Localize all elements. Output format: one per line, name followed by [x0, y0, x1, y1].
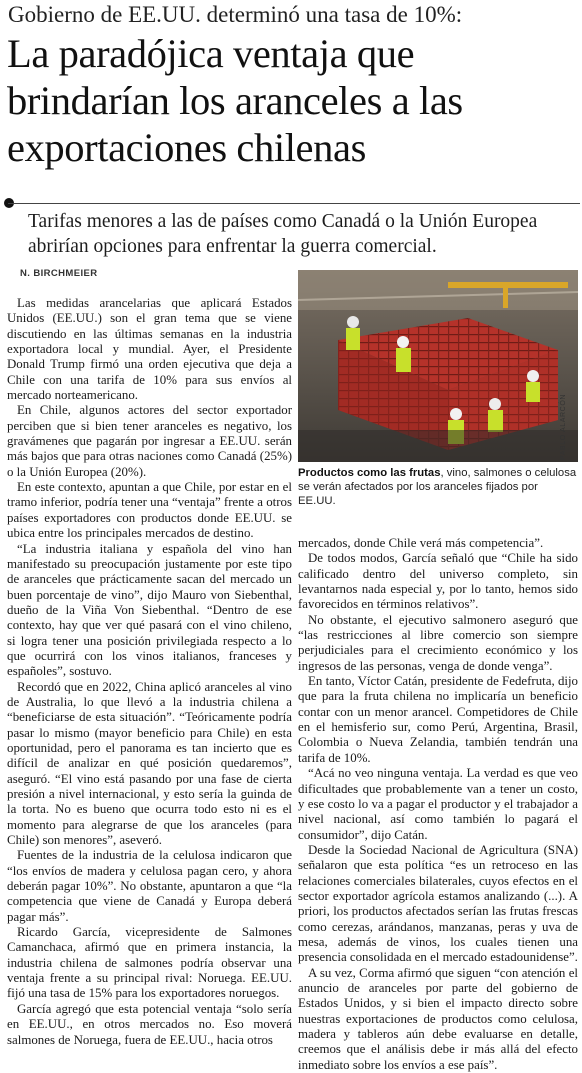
paragraph: García agregó que esta potencial ventaja “solo sería en EE.UU., en otros mercados no. Eso moverá salmones de Noruega, fuera de EE.UU., hacia otros	[7, 1001, 292, 1047]
paragraph: Desde la Sociedad Nacional de Agricultura (SNA) señalaron que esta política “es un retroceso en las relaciones comerciales bilaterales, cuyos efectos en el sector exportador agrícola estamos analizando (...). A priori, los productos afectados serían las frutas frescas como cerezas, arándanos, manzanas, peras y uva de mesa, además de vinos, los cuales tienen una presencia consolidada en el mercado estadounidense”.	[298, 842, 578, 965]
article-photo	[298, 270, 578, 462]
photo-credit: PABLO ALARCÓN	[560, 393, 567, 460]
paragraph: En Chile, algunos actores del sector exportador perciben que si bien tener aranceles es negativo, los gravámenes que pagarán por ingresar a EE.UU. serán más bajos que para otras naciones como Canadá (25%) o la Unión Europea (20%).	[7, 403, 292, 479]
body-column-2	[298, 536, 578, 1072]
byline: N. BIRCHMEIER	[20, 268, 98, 279]
paragraph: De todos modos, García señaló que “Chile ha sido calificado dentro del universo completo, sin levantarnos nada especial y, por lo tanto, hemos sido favorecidos en términos relativos”.	[298, 551, 578, 612]
paragraph: En tanto, Víctor Catán, presidente de Fedefruta, dijo que para la fruta chilena no implicaría un beneficio contar con un menor arancel. Competidores de Chile en el hemisferio sur, como Perú, Argentina, Brasil, Colombia o Nueva Zelandia, también tendrán una tarifa de 10%.	[298, 674, 578, 765]
paragraph: Recordó que en 2022, China aplicó aranceles al vino de Australia, lo que llevó a la industria chilena a “beneficiarse de esta situación”. “Teóricamente podría pasar lo mismo (mayor beneficio para Chile) en esta oportunidad, pero el panorama es tan incierto que es difícil de analizar en qué posición quedaremos”, aseguró. “El vino está pasando por una fase de cierta presión a nivel internacional, y esto sería la guinda de la torta. No es bueno que ocurra todo esto ni es el momento para alegrarse de que los aranceles (para Chile) son menores”, aseveró.	[7, 679, 292, 848]
caption-lead: Productos como las frutas	[298, 467, 441, 479]
paragraph: Fuentes de la industria de la celulosa indicaron que “los envíos de madera y celulosa pagan cero, y ahora deberán pagar 10%”. No obstante, apuntaron a que “la competencia que viene de Canadá y Europa deberá pagar más”.	[7, 848, 292, 924]
article-headline: La paradójica ventaja que brindarían los aranceles a las exportaciones chilenas	[7, 31, 463, 170]
paragraph: No obstante, el ejecutivo salmonero aseguró que “las restricciones al libre comercio son siempre perjudiciales para el crecimiento económico y los ingresos de las personas, venga de donde venga”.	[298, 612, 578, 673]
paragraph: “Acá no veo ninguna ventaja. La verdad es que veo dificultades que probablemente van a tener un costo, y ese costo lo va a pagar el productor y el trabajador a nivel nacional, así como también lo pagará el consumidor”, dijo Catán.	[298, 766, 578, 842]
paragraph: mercados, donde Chile verá más competencia”.	[298, 536, 544, 550]
article-subhead: Tarifas menores a las de países como Canadá o la Unión Europea abrirían opciones para enfrentar la guerra comercial.	[28, 211, 538, 257]
photo-workers-fruit-crates	[298, 270, 578, 462]
caption-text: , vino, salmones o celulosa se verán afectados por los aranceles fijados por EE.UU.	[298, 467, 577, 507]
body-column-1	[7, 296, 292, 1048]
paragraph: “La industria italiana y española del vino han manifestado su preocupación justamente por este tipo de aranceles que prácticamente sacan del mercado un buen porcentaje de vino”, dijo Mauro von Siebenthal, dueño de la Viña Von Siebenthal. “Dentro de ese contexto, hay que ver qué pasará con el vino chileno, si logra tener una posición privilegiada respecto a lo que ocurrirá con los vinos italianos, franceses y españoles”, sostuvo.	[7, 541, 292, 679]
divider-rule	[8, 203, 580, 204]
photo-caption	[298, 466, 578, 508]
paragraph: En este contexto, apuntan a que Chile, por estar en el tramo inferior, podría tener una “ventaja” frente a otros países exportadores con productos donde EE.UU. se ubica entre los principales mercados de destino.	[7, 480, 292, 541]
paragraph: A su vez, Corma afirmó que siguen “con atención el anuncio de aranceles por parte del gobierno de Estados Unidos, y si bien el impacto directo sobre nuestras exportaciones de productos como celulosa, madera y tableros aún debe evaluarse en detalle, creemos que el análisis debe ir más allá del efecto inmediato sobre los envíos a ese país”.	[298, 965, 578, 1072]
paragraph: Las medidas arancelarias que aplicará Estados Unidos (EE.UU.) son el gran tema que se viene discutiendo en las últimas semanas en la industria exportadora local y mundial. Ayer, el Presidente Donald Trump firmó una orden ejecutiva que deja a Chile con una tarifa de 10% para sus envíos al mercado norteamericano.	[7, 296, 292, 403]
paragraph: Ricardo García, vicepresidente de Salmones Camanchaca, afirmó que en primera instancia, la industria chilena de salmones podría observar una ventaja frente a su principal rival: Noruega. EE.UU. fijó una tasa de 15% para los exportadores noruegos.	[7, 925, 292, 1001]
article-kicker: Gobierno de EE.UU. determinó una tasa de 10%:	[8, 2, 463, 27]
